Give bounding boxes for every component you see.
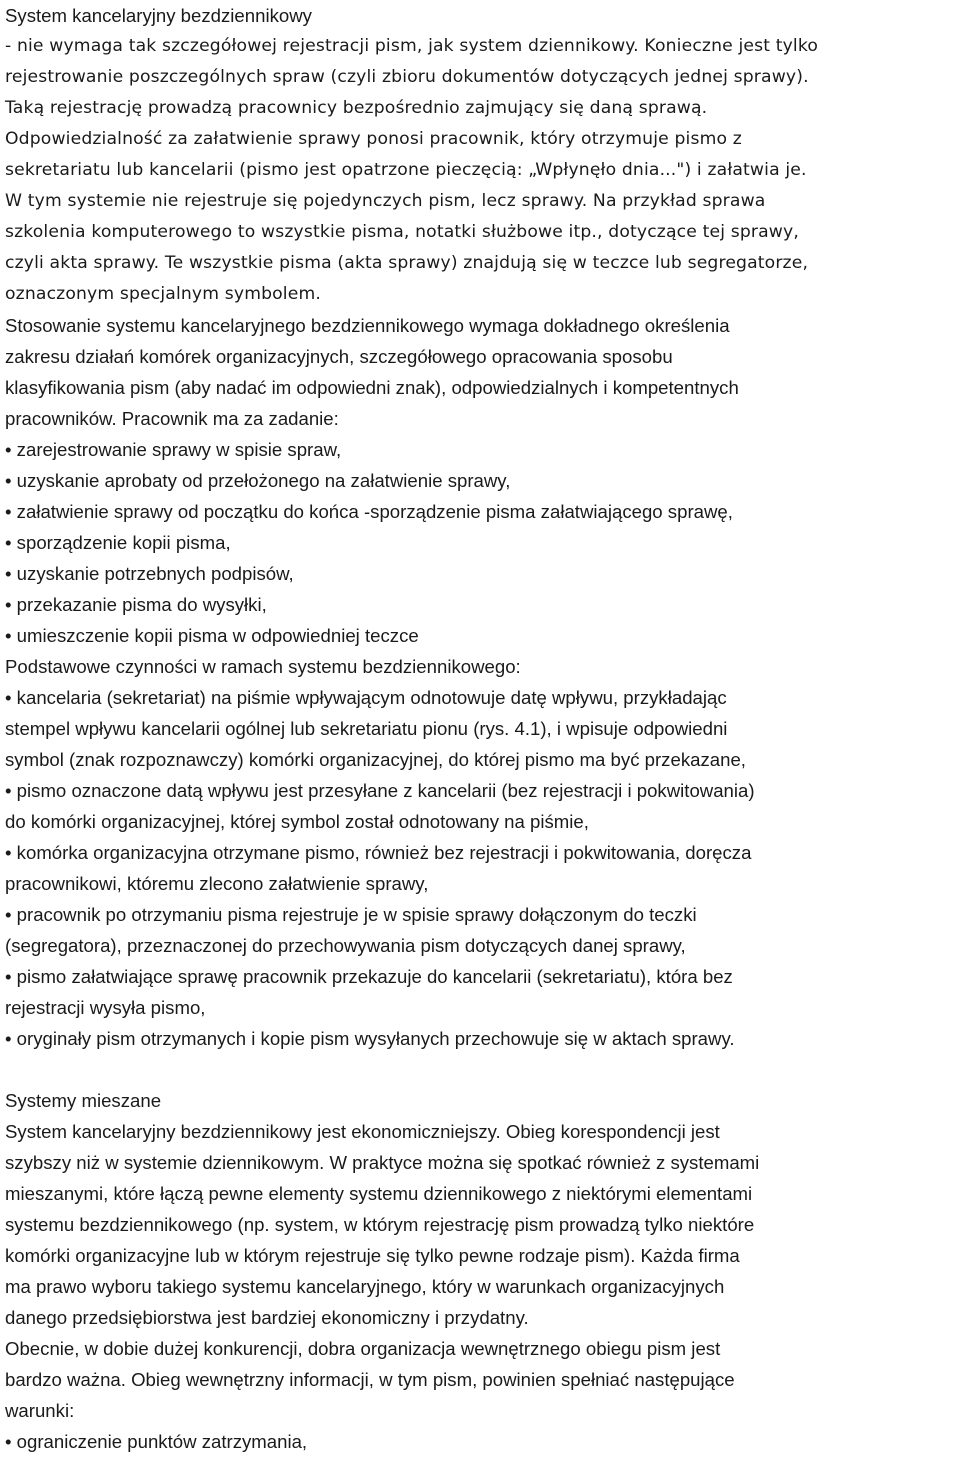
bullet-item: • uzyskanie aprobaty od przełożonego na załatwienie sprawy, [5,470,511,491]
bullet-item: • kancelaria (sekretariat) na piśmie wpływającym odnotowuje datę wpływu, przykładając [5,687,727,708]
text-line: systemu bezdziennikowego (np. system, w którym rejestrację pism prowadzą tylko niektóre [5,1214,755,1235]
bullet-item: • uzyskanie potrzebnych podpisów, [5,563,294,584]
bullet-item: • umieszczenie kopii pisma w odpowiedniej teczce [5,625,419,646]
text-line: Obecnie, w dobie dużej konkurencji, dobra organizacja wewnętrznego obiegu pism jest [5,1338,721,1359]
bullet-item: • przekazanie pisma do wysyłki, [5,594,267,615]
document-page [5,0,957,1457]
text-line: System kancelaryjny bezdziennikowy jest ekonomiczniejszy. Obieg korespondencji jest [5,1121,720,1142]
text-line: szybszy niż w systemie dziennikowym. W praktyce można się spotkać również z systemami [5,1152,760,1173]
text-line: komórki organizacyjne lub w którym rejestruje się tylko pewne rodzaje pism). Każda firma [5,1245,740,1266]
bullet-item: • pracownik po otrzymaniu pisma rejestruje je w spisie sprawy dołączonym do teczki [5,904,697,925]
text-line: szkolenia komputerowego to wszystkie pisma, notatki służbowe itp., dotyczące tej sprawy, [5,222,799,242]
text-line: oznaczonym specjalnym symbolem. [5,284,321,304]
bullet-item: • oryginały pism otrzymanych i kopie pism wysyłanych przechowuje się w aktach sprawy. [5,1028,735,1049]
bullet-item: • załatwienie sprawy od początku do końca -sporządzenie pisma załatwiającego sprawę, [5,501,733,522]
text-line: Taką rejestrację prowadzą pracownicy bezpośrednio zajmujący się daną sprawą. [5,98,708,118]
text-line: Podstawowe czynności w ramach systemu bezdziennikowego: [5,656,521,677]
text-line: rejestracji wysyła pismo, [5,997,206,1018]
text-line: Stosowanie systemu kancelaryjnego bezdziennikowego wymaga dokładnego określenia [5,315,730,336]
text-line: pracowników. Pracownik ma za zadanie: [5,408,339,429]
section-heading: System kancelaryjny bezdziennikowy [5,5,312,26]
bullet-item: • pismo oznaczone datą wpływu jest przesyłane z kancelarii (bez rejestracji i pokwitowania) [5,780,755,801]
bullet-item: • komórka organizacyjna otrzymane pismo, również bez rejestracji i pokwitowania, doręcza [5,842,752,863]
text-line: zakresu działań komórek organizacyjnych, szczegółowego opracowania sposobu [5,346,673,367]
text-line: symbol (znak rozpoznawczy) komórki organizacyjnej, do której pismo ma być przekazane, [5,749,746,770]
text-line: rejestrowanie poszczególnych spraw (czyli zbioru dokumentów dotyczących jednej sprawy). [5,67,809,87]
text-line: ma prawo wyboru takiego systemu kancelaryjnego, który w warunkach organizacyjnych [5,1276,725,1297]
text-line: mieszanymi, które łączą pewne elementy systemu dziennikowego z niektórymi elementami [5,1183,753,1204]
text-line: do komórki organizacyjnej, której symbol został odnotowany na piśmie, [5,811,589,832]
bullet-item: • ograniczenie punktów zatrzymania, [5,1431,308,1452]
bullet-item: • zarejestrowanie sprawy w spisie spraw, [5,439,342,460]
text-line: bardzo ważna. Obieg wewnętrzny informacji, w tym pism, powinien spełniać następujące [5,1369,735,1390]
text-line: klasyfikowania pism (aby nadać im odpowiedni znak), odpowiedzialnych i kompetentnych [5,377,739,398]
text-line: danego przedsiębiorstwa jest bardziej ekonomiczny i przydatny. [5,1307,529,1328]
section-heading: Systemy mieszane [5,1090,162,1111]
text-line: (segregatora), przeznaczonej do przechowywania pism dotyczących danej sprawy, [5,935,686,956]
blank-line [5,1054,957,1085]
text-line: warunki: [5,1400,75,1421]
text-line: W tym systemie nie rejestruje się pojedynczych pism, lecz sprawy. Na przykład sprawa [5,191,766,211]
text-line: Odpowiedzialność za załatwienie sprawy ponosi pracownik, który otrzymuje pismo z [5,129,742,149]
bullet-item: • sporządzenie kopii pisma, [5,532,231,553]
text-line: czyli akta sprawy. Te wszystkie pisma (akta sprawy) znajdują się w teczce lub segregatorze, [5,253,809,273]
text-line: stempel wpływu kancelarii ogólnej lub sekretariatu pionu (rys. 4.1), i wpisuje odpowiedni [5,718,728,739]
text-line: pracownikowi, któremu zlecono załatwienie sprawy, [5,873,429,894]
bullet-item: • pismo załatwiające sprawę pracownik przekazuje do kancelarii (sekretariatu), która bez [5,966,733,987]
text-line: sekretariatu lub kancelarii (pismo jest opatrzone pieczęcią: „Wpłynęło dnia...") i załatwia je. [5,160,807,180]
text-line: - nie wymaga tak szczegółowej rejestracji pism, jak system dziennikowy. Konieczne jest tylko [5,36,819,56]
